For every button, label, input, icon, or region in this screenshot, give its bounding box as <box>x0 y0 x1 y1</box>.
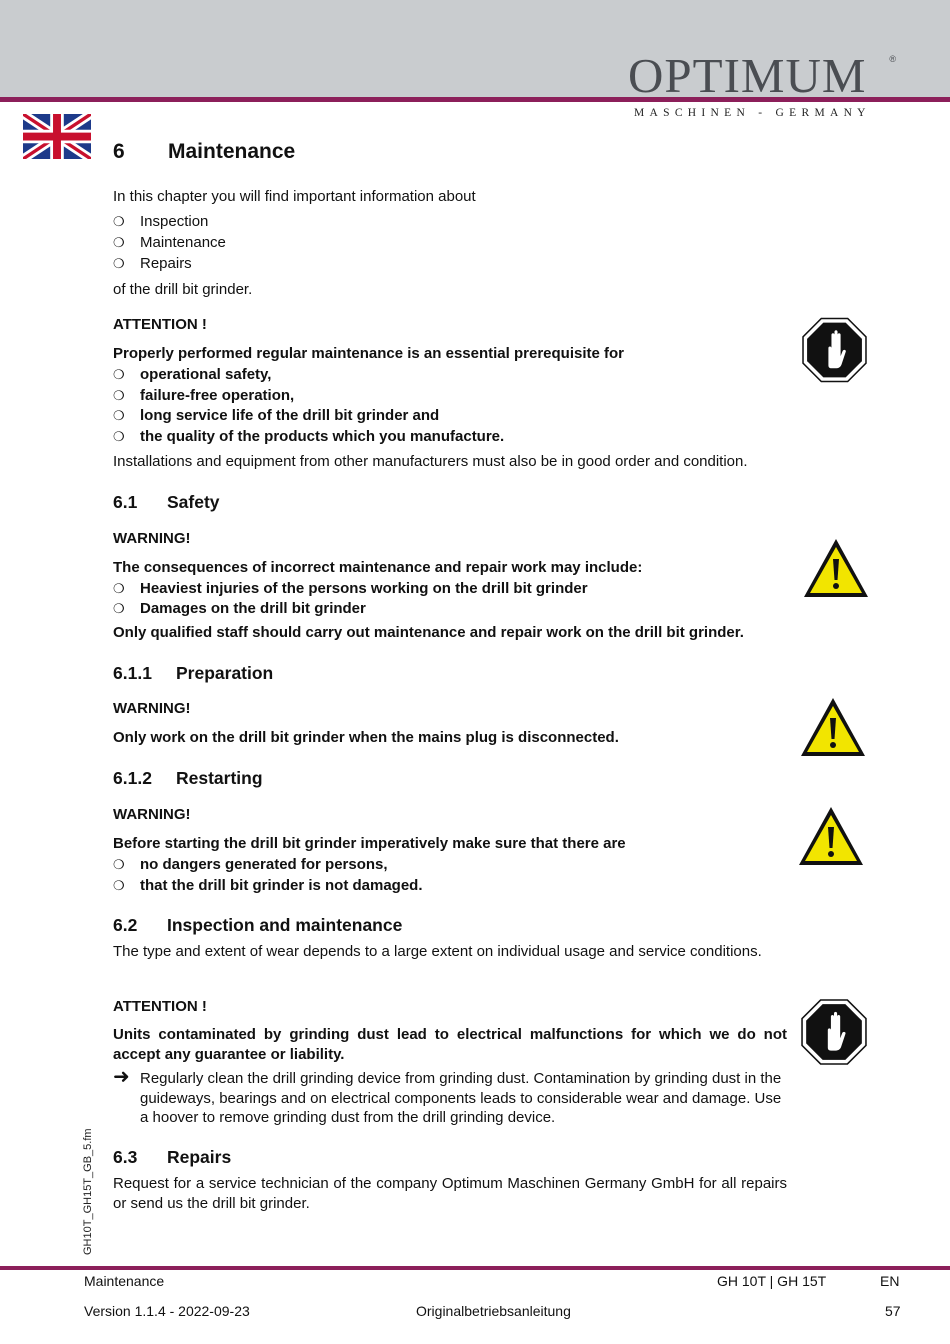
section-number: 6.2 <box>113 915 138 935</box>
list-item: ❍ Maintenance <box>113 234 226 251</box>
arrow-right-icon: ➜ <box>113 1066 130 1088</box>
hand-stop-octagon-icon <box>802 317 867 383</box>
section-title: Repairs <box>167 1147 232 1167</box>
chapter-intro: In this chapter you will find important information about <box>113 188 476 205</box>
list-item: ❍ Repairs <box>113 255 192 272</box>
bullet-circle-icon: ❍ <box>113 367 125 382</box>
section-number: 6.1.1 <box>113 663 152 683</box>
sidebar-filename: GH10T_GH15T_GB_5.fm <box>82 1128 94 1255</box>
section-title: Restarting <box>176 768 263 788</box>
footer-doc-type: Originalbetriebsanleitung <box>416 1303 571 1319</box>
list-item: ❍ operational safety, <box>113 366 272 383</box>
repairs-text: Request for a service technician of the company Optimum Maschinen Germany GmbH for all repairs or send us the drill bit grinder. <box>113 1175 787 1212</box>
bullet-circle-icon: ❍ <box>113 857 125 872</box>
footer-version: Version 1.1.4 - 2022-09-23 <box>84 1303 250 1319</box>
bullet-circle-icon: ❍ <box>113 388 125 403</box>
list-item: ❍ failure-free operation, <box>113 387 295 404</box>
attention-lead: Properly performed regular maintenance is an essential prerequisite for <box>113 345 625 362</box>
logo-wordmark: OPTIMUM <box>628 48 867 103</box>
bullet-circle-icon: ❍ <box>113 256 125 271</box>
section-title: Inspection and maintenance <box>167 915 403 935</box>
chapter-intro-end: of the drill bit grinder. <box>113 281 253 298</box>
list-item: ❍ that the drill bit grinder is not damaged. <box>113 877 423 894</box>
warning-label: WARNING! <box>113 700 191 717</box>
logo-registered-mark: ® <box>889 54 896 64</box>
warning-label: WARNING! <box>113 806 191 823</box>
optimum-logo <box>628 50 898 122</box>
attention-label: ATTENTION ! <box>113 998 207 1015</box>
uk-flag-icon <box>23 114 91 159</box>
list-item: ❍ Inspection <box>113 213 209 230</box>
list-item: ❍ Heaviest injuries of the persons working on the drill bit grinder <box>113 580 588 597</box>
chapter-number: 6 <box>113 140 125 163</box>
footer-section: Maintenance <box>84 1273 165 1289</box>
footer-language: EN <box>880 1273 900 1289</box>
preparation-text: Only work on the drill bit grinder when the mains plug is disconnected. <box>113 729 619 746</box>
safety-closing: Only qualified staff should carry out maintenance and repair work on the drill bit grinder. <box>113 624 744 641</box>
hand-stop-octagon-icon <box>801 999 867 1065</box>
list-item: ❍ long service life of the drill bit grinder and <box>113 407 440 424</box>
chapter-title: Maintenance <box>168 140 296 163</box>
bullet-circle-icon: ❍ <box>113 581 125 596</box>
section-title: Preparation <box>176 663 274 683</box>
bullet-circle-icon: ❍ <box>113 214 125 229</box>
warning-triangle-icon <box>797 805 865 867</box>
bullet-circle-icon: ❍ <box>113 601 125 616</box>
warning-label: WARNING! <box>113 530 191 547</box>
footer-models: GH 10T | GH 15T <box>717 1273 827 1289</box>
list-item: ❍ Damages on the drill bit grinder <box>113 600 366 617</box>
section-number: 6.3 <box>113 1147 138 1167</box>
warning-triangle-icon <box>802 537 870 599</box>
bullet-circle-icon: ❍ <box>113 408 125 423</box>
footer-divider <box>0 1266 950 1270</box>
installations-note: Installations and equipment from other manufacturers must also be in good order and condition. <box>113 453 748 470</box>
action-item: ➜ Regularly clean the drill grinding device from grinding dust. Contamination by grinding dust in the guideways, bearings and on electrical components leads to considerable wear and damage. Use a hoover to remove grinding dust from the drill grinding device. <box>113 1066 782 1126</box>
section-title: Safety <box>167 492 220 512</box>
list-item: ❍ no dangers generated for persons, <box>113 856 388 873</box>
list-item: ❍ the quality of the products which you manufacture. <box>113 428 505 445</box>
page-number: 57 <box>885 1303 901 1319</box>
bullet-circle-icon: ❍ <box>113 878 125 893</box>
logo-subtitle: MASCHINEN - GERMANY <box>634 107 871 119</box>
section-number: 6.1.2 <box>113 768 152 788</box>
bullet-circle-icon: ❍ <box>113 429 125 444</box>
section-number: 6.1 <box>113 492 138 512</box>
inspection-text: The type and extent of wear depends to a large extent on individual usage and service conditions. <box>113 943 762 960</box>
warning-triangle-icon <box>799 696 867 758</box>
bullet-circle-icon: ❍ <box>113 235 125 250</box>
attention-text: Units contaminated by grinding dust lead to electrical malfunctions for which we do not accept any guarantee or liability. <box>113 1026 787 1063</box>
restarting-lead: Before starting the drill bit grinder imperatively make sure that there are <box>113 835 626 852</box>
safety-lead: The consequences of incorrect maintenance and repair work may include: <box>113 559 643 576</box>
attention-label: ATTENTION ! <box>113 316 207 333</box>
